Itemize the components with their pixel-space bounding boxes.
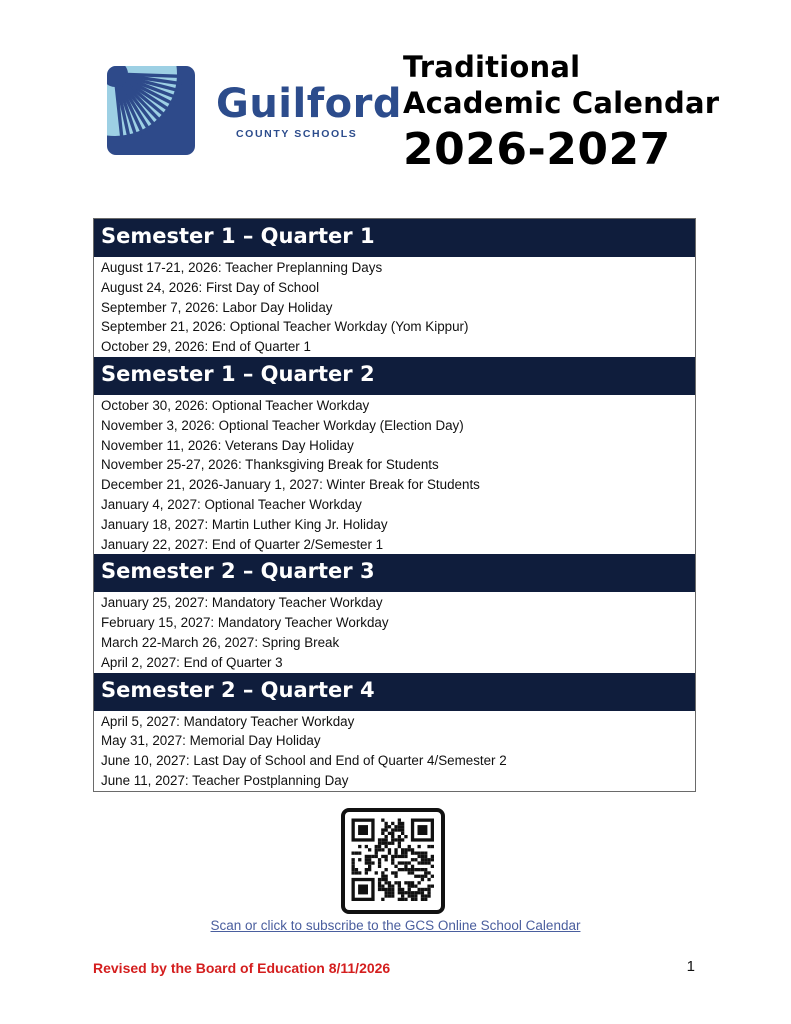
calendar-table	[93, 218, 696, 792]
event-item: January 25, 2027: Mandatory Teacher Workday	[101, 595, 383, 611]
event-item: January 22, 2027: End of Quarter 2/Semester 1	[101, 536, 384, 552]
event-item: January 18, 2027: Martin Luther King Jr. Holiday	[101, 516, 388, 532]
page-number: 1	[686, 958, 695, 975]
event-item: January 4, 2027: Optional Teacher Workday	[101, 496, 362, 512]
event-list	[94, 395, 695, 554]
event-item: February 15, 2027: Mandatory Teacher Workday	[101, 615, 389, 631]
event-item: November 11, 2026: Veterans Day Holiday	[101, 437, 354, 453]
event-item: September 21, 2026: Optional Teacher Workday (Yom Kippur)	[101, 319, 469, 335]
event-item: May 31, 2027: Memorial Day Holiday	[101, 733, 321, 749]
section-header: Semester 1 – Quarter 2	[94, 357, 695, 395]
event-item: June 11, 2027: Teacher Postplanning Day	[101, 772, 349, 788]
logo-wordmark: Guilford	[216, 81, 402, 127]
event-item: August 17-21, 2026: Teacher Preplanning Days	[101, 260, 383, 275]
page-title-line2: Academic Calendar	[403, 86, 720, 120]
section-q2	[94, 357, 695, 554]
event-item: November 25-27, 2026: Thanksgiving Break for Students	[101, 457, 439, 473]
logo-subtitle: COUNTY SCHOOLS	[236, 128, 358, 140]
event-item: April 5, 2027: Mandatory Teacher Workday	[101, 713, 355, 729]
calendar-subscribe-link[interactable]: Scan or click to subscribe to the GCS Online School Calendar	[210, 918, 581, 933]
event-item: August 24, 2026: First Day of School	[101, 279, 320, 295]
event-item: October 29, 2026: End of Quarter 1	[101, 339, 311, 355]
qr-code-icon[interactable]	[341, 808, 445, 914]
event-list	[94, 592, 695, 672]
section-header: Semester 2 – Quarter 3	[94, 554, 695, 592]
section-header: Semester 1 – Quarter 1	[94, 219, 695, 257]
section-q1	[94, 219, 695, 357]
event-item: November 3, 2026: Optional Teacher Workday (Election Day)	[101, 417, 464, 433]
section-q4	[94, 673, 695, 791]
section-header: Semester 2 – Quarter 4	[94, 673, 695, 711]
event-item: April 2, 2027: End of Quarter 3	[101, 654, 283, 670]
event-item: September 7, 2026: Labor Day Holiday	[101, 299, 333, 315]
starburst-logo-icon	[107, 66, 195, 155]
page-title-line1: Traditional	[403, 50, 581, 84]
section-q3	[94, 554, 695, 672]
event-list	[94, 711, 695, 791]
event-item: October 30, 2026: Optional Teacher Workday	[101, 397, 370, 413]
event-item: March 22-March 26, 2027: Spring Break	[101, 634, 340, 650]
calendar-year: 2026-2027	[403, 124, 671, 175]
event-item: June 10, 2027: Last Day of School and End of Quarter 4/Semester 2	[101, 753, 507, 769]
event-list	[94, 257, 695, 357]
event-item: December 21, 2026-January 1, 2027: Winter Break for Students	[101, 477, 480, 493]
revision-note: Revised by the Board of Education 8/11/2026	[93, 960, 391, 976]
